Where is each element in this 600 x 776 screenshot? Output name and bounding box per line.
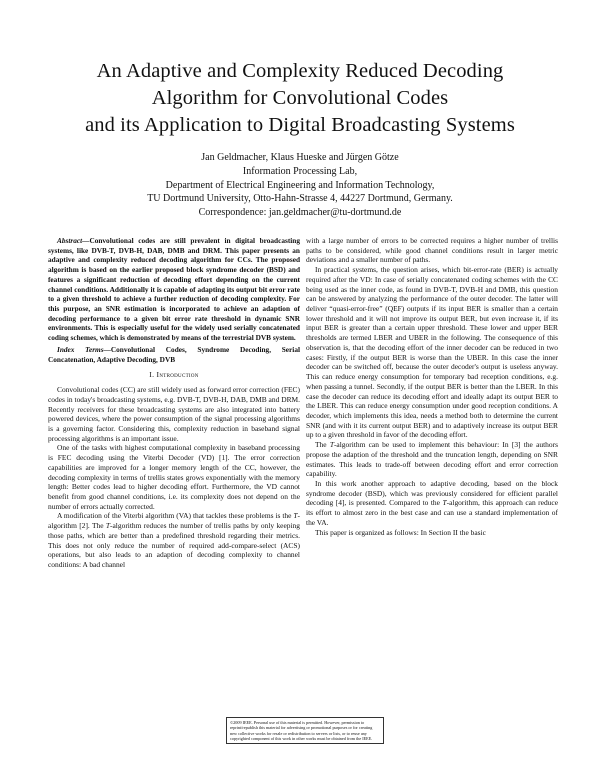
index-terms-text: —Convolutional Codes, Syndrome Decoding, Serial Concatenation, Adaptive Decoding, DVB: [48, 344, 300, 364]
math-t: T: [442, 498, 447, 508]
affiliation-department: Department of Electrical Engineering and Information Technology,: [165, 179, 435, 191]
author-names: Jan Geldmacher, Klaus Hueske and Jürgen Götze: [201, 152, 399, 163]
section-heading-introduction: [48, 370, 300, 380]
abstract: [48, 236, 300, 343]
author-block: [30, 151, 570, 219]
intro-paragraph-2: One of the tasks with highest computational complexity in baseband processing is FEC decoding using the Viterbi Decoder (VD) [1]. The error correction capabilities are improved for a longer memory length of the CC, however, the decoding complexity in terms of trellis states grows exponentially with the memory length: Better codes lead to higher decoding effort. Furthermore, the VD cannot benefit from good channel conditions, i.e. its complexity does not depend on the number of errors actually corrected.: [48, 443, 300, 511]
text-run: -algorithm reduces the number of trellis paths by only keeping those paths, which are better than a predefined threshold regarding their metrics. This does not only reduce the number of required add-compare-select (ACS) operations, but also leads to an adaption of decoding complexity to channel conditions: A bad channel: [48, 521, 300, 569]
math-t: T: [329, 440, 334, 450]
intro-paragraph-3: [48, 511, 300, 569]
math-t: T: [105, 521, 111, 531]
paper-title: [30, 58, 570, 139]
index-terms-lead: Index Terms: [57, 344, 104, 354]
section-number: I.: [149, 370, 155, 380]
intro-paragraph-6: [306, 479, 558, 528]
title-line-3: and its Application to Digital Broadcasting Systems: [85, 114, 515, 136]
index-terms: [48, 345, 300, 364]
affiliation-address: TU Dortmund University, Otto-Hahn-Strasse 4, 44227 Dortmund, Germany.: [147, 193, 453, 204]
correspondence: Correspondence: jan.geldmacher@tu-dortmund.de: [198, 206, 402, 218]
section-title: Introduction: [156, 370, 199, 380]
intro-paragraph-4: In practical systems, the question arises, which bit-error-rate (BER) is actually required after the VD: In case of serially concatenated coding schemes with the CC being used as the inner code, as found in DVB-T, DVB-H and DMB, this question can be answered by analyzing the performance of the outer decoder. The latter will deliver “quasi-error-free” (QEF) outputs if its input BER is smaller than a certain lower threshold and it will not improve its output BER, but even increase it, if its input BER is greater than a certain upper threshold. These lower and upper BER thresholds are termed LBER and UBER in the following. The consequence of this observation is, that the decoding effort of the inner decoder can be reduced in two cases: Firstly, if the output BER is worse than the UBER. In this case the inner decoder can be switched off, because the outer decoder's output is useless anyway. This can reduce energy consumption for temporary bad reception conditions, e.g. when passing a tunnel. Secondly, if the output BER is better than the LBER. In this case the decoder can reduce its decoding effort and ideally adapt its output BER to the LBER. This can reduce energy consumption under good reception conditions. A decoder, which implements this idea, needs a method both to determine the current SNR (and with it its current output BER) and to adaptively increase its output BER up to a given threshold in favor of the decoding effort.: [306, 265, 558, 440]
text-run: In this work another approach to adaptive decoding, based on the block syndrome decoder (BSD), which was previously considered for efficient parallel decoding [4], is presented. Compared to the: [306, 478, 558, 508]
text-run: -algorithm can be used to implement this behaviour: In [3] the authors propose the adaption of the threshold and the truncation length, depending on SNR estimates. This leads to trade-off between decoding effort and error correction capability.: [306, 440, 558, 479]
text-run: -algorithm, this approach can reduce its effort to almost zero in the best case and can use a standard implementation of the VA.: [306, 498, 558, 527]
text-run: A modification of the Viterbi algorithm (VA) that tackles these problems is the: [57, 511, 294, 521]
intro-paragraph-1: Convolutional codes (CC) are still widely used as forward error correction (FEC) codes in today's broadcasting systems, e.g. DVB-T, DVB-H, DAB, DMB and DRM. Recently receivers for these broadcasting systems are also integrated into battery powered devices, where the power consumption of the signal processing algorithms is a governing factor. Considering this, complexity reduction in baseband signal processing algorithms is an important issue.: [48, 385, 300, 443]
math-t: T: [293, 511, 298, 521]
abstract-lead: Abstract: [57, 236, 83, 245]
copyright-notice: ©2009 IEEE. Personal use of this material is permitted. However, permission to reprint/republish this material for advertising or promotional purposes or for creating new collective works for resale or redistribution to servers or lists, or to reuse any copyrighted component of this work in other works must be obtained from the IEEE.: [226, 717, 384, 744]
affiliation-lab: Information Processing Lab,: [242, 166, 358, 177]
intro-paragraph-7: This paper is organized as follows: In Section II the basic: [315, 527, 486, 537]
intro-paragraph-5: [306, 440, 558, 479]
text-run: -algorithm [2]. The: [48, 511, 300, 531]
title-line-2: Algorithm for Convolutional Codes: [151, 87, 449, 109]
title-line-1: An Adaptive and Complexity Reduced Decoding: [96, 60, 504, 82]
right-column: [306, 236, 558, 537]
intro-paragraph-continued: with a large number of errors to be corrected requires a higher number of trellis paths to be considered, while good channel conditions result in larger metric deviations and a smaller number of paths.: [306, 236, 558, 265]
left-column: [48, 236, 300, 570]
abstract-text: —Convolutional codes are still prevalent in digital broadcasting systems, like DVB-T, DVB-H, DAB, DMB and DRM. This paper presents an adaptive and complexity reduced decoding algorithm for CCs. The proposed algorithm is based on the earlier proposed block syndrome decoder (BSD) and features a significant reduction of decoding effort depending on the current channel conditions. Additionally it is capable of adapting its output bit error rate to a given threshold to achieve a further reduction of decoding complexity. For this purpose, an SNR estimation is incorporated to achieve an adaption of decoding performance to a given bit error rate threshold in dynamic SNR environments. This is especially useful for the widely used serially concatenated coding schemes, which is demonstrated by means of the terrestrial DVB system.: [48, 236, 300, 343]
text-run: The: [315, 440, 330, 450]
